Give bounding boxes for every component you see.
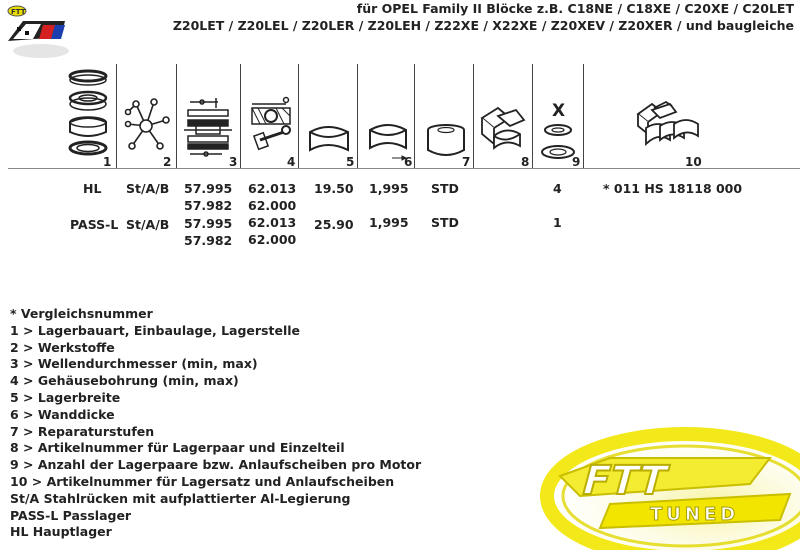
row-passl-shaft-min: 57.995 xyxy=(184,216,233,231)
column-number: 1 xyxy=(103,155,112,169)
row-hl-shaft-min: 57.995 xyxy=(184,181,233,196)
bearing-pair-icon xyxy=(480,104,528,160)
legend-item: 5 > Lagerbreite xyxy=(10,389,121,405)
legend-item: 3 > Wellendurchmesser (min, max) xyxy=(10,356,258,372)
legend-item: 4 > Gehäusebohrung (min, max) xyxy=(10,373,239,389)
column-number: 3 xyxy=(229,155,238,169)
legend-item: 6 > Wanddicke xyxy=(10,406,115,422)
row-hl-material: St/A/B xyxy=(126,181,170,196)
column-number: 10 xyxy=(685,155,702,169)
header-line-1: für OPEL Family II Blöcke z.B. C18NE / C18XE / C20XE / C20LET xyxy=(356,1,794,16)
bearing-stack-icon xyxy=(64,66,112,158)
column-divider xyxy=(116,64,117,169)
logo-sub-text: TUNED xyxy=(650,504,740,525)
column-divider xyxy=(414,64,415,169)
legend-item: 7 > Reparaturstufen xyxy=(10,423,155,439)
logo-mark-text: FTT xyxy=(577,456,673,504)
legend-item: 8 > Artikelnummer für Lagerpaar und Einzelteil xyxy=(10,440,345,456)
row-passl-type: PASS-L xyxy=(70,217,119,232)
legend-item: PASS-L Passlager xyxy=(10,507,132,523)
svg-text:X: X xyxy=(552,101,566,121)
ftt-logo-small xyxy=(3,3,73,65)
row-hl-set: * 011 HS 18118 000 xyxy=(603,181,743,196)
row-hl-bore-max: 62.000 xyxy=(248,198,297,213)
row-hl-type: HL xyxy=(83,181,102,196)
column-divider xyxy=(532,64,533,169)
row-passl-stage: STD xyxy=(431,215,459,230)
header-line-2: Z20LET / Z20LEL / Z20LER / Z20LEH / Z22XE / X22XE / Z20XEV / Z20XER / und baugleiche xyxy=(172,18,794,33)
row-hl-width: 19.50 xyxy=(314,181,354,196)
row-passl-shaft-max: 57.982 xyxy=(184,233,233,248)
legend-item: 2 > Werkstoffe xyxy=(10,339,115,355)
legend-item: St/A Stahlrücken mit aufplattierter Al-Legierung xyxy=(10,490,351,506)
column-number: 9 xyxy=(572,155,581,169)
bearing-width-icon xyxy=(306,120,352,160)
column-number: 6 xyxy=(404,155,413,169)
legend-item: HL Hauptlager xyxy=(10,524,112,540)
shaft-diameter-icon xyxy=(182,96,234,158)
row-hl-wall: 1,995 xyxy=(369,181,409,196)
legend-item: * Vergleichsnummer xyxy=(10,306,153,321)
row-passl-bore-min: 62.013 xyxy=(248,215,297,230)
column-number: 8 xyxy=(521,155,530,169)
column-divider xyxy=(240,64,241,169)
legend-item: 10 > Artikelnummer für Lagersatz und Anlaufscheiben xyxy=(10,473,395,489)
column-divider xyxy=(357,64,358,169)
column-divider xyxy=(583,64,584,169)
row-passl-wall: 1,995 xyxy=(369,215,409,230)
column-number: 7 xyxy=(462,155,471,169)
legend-item: 1 > Lagerbauart, Einbaulage, Lagerstelle xyxy=(10,322,301,338)
row-passl-width: 25.90 xyxy=(314,217,354,232)
column-divider xyxy=(298,64,299,169)
row-hl-count: 4 xyxy=(553,181,562,196)
row-hl-stage: STD xyxy=(431,181,459,196)
svg-text:FTT: FTT xyxy=(11,8,26,16)
row-passl-bore-max: 62.000 xyxy=(248,232,297,247)
ftt-tuned-logo xyxy=(500,418,800,550)
bearing-count-icon xyxy=(540,100,578,162)
row-hl-bore-min: 62.013 xyxy=(248,181,297,196)
housing-bore-icon xyxy=(246,96,294,158)
row-hl-shaft-max: 57.982 xyxy=(184,198,233,213)
legend-item: 9 > Anzahl der Lagerpaare bzw. Anlaufscheiben pro Motor xyxy=(10,457,422,473)
column-divider xyxy=(176,64,177,169)
column-divider xyxy=(473,64,474,169)
column-number: 2 xyxy=(163,155,172,169)
column-number: 4 xyxy=(287,155,296,169)
row-passl-material: St/A/B xyxy=(126,217,170,232)
material-network-icon xyxy=(124,96,170,154)
column-number: 5 xyxy=(346,155,355,169)
legend xyxy=(10,306,421,541)
row-passl-count: 1 xyxy=(553,215,562,230)
bearing-set-icon xyxy=(636,100,704,156)
